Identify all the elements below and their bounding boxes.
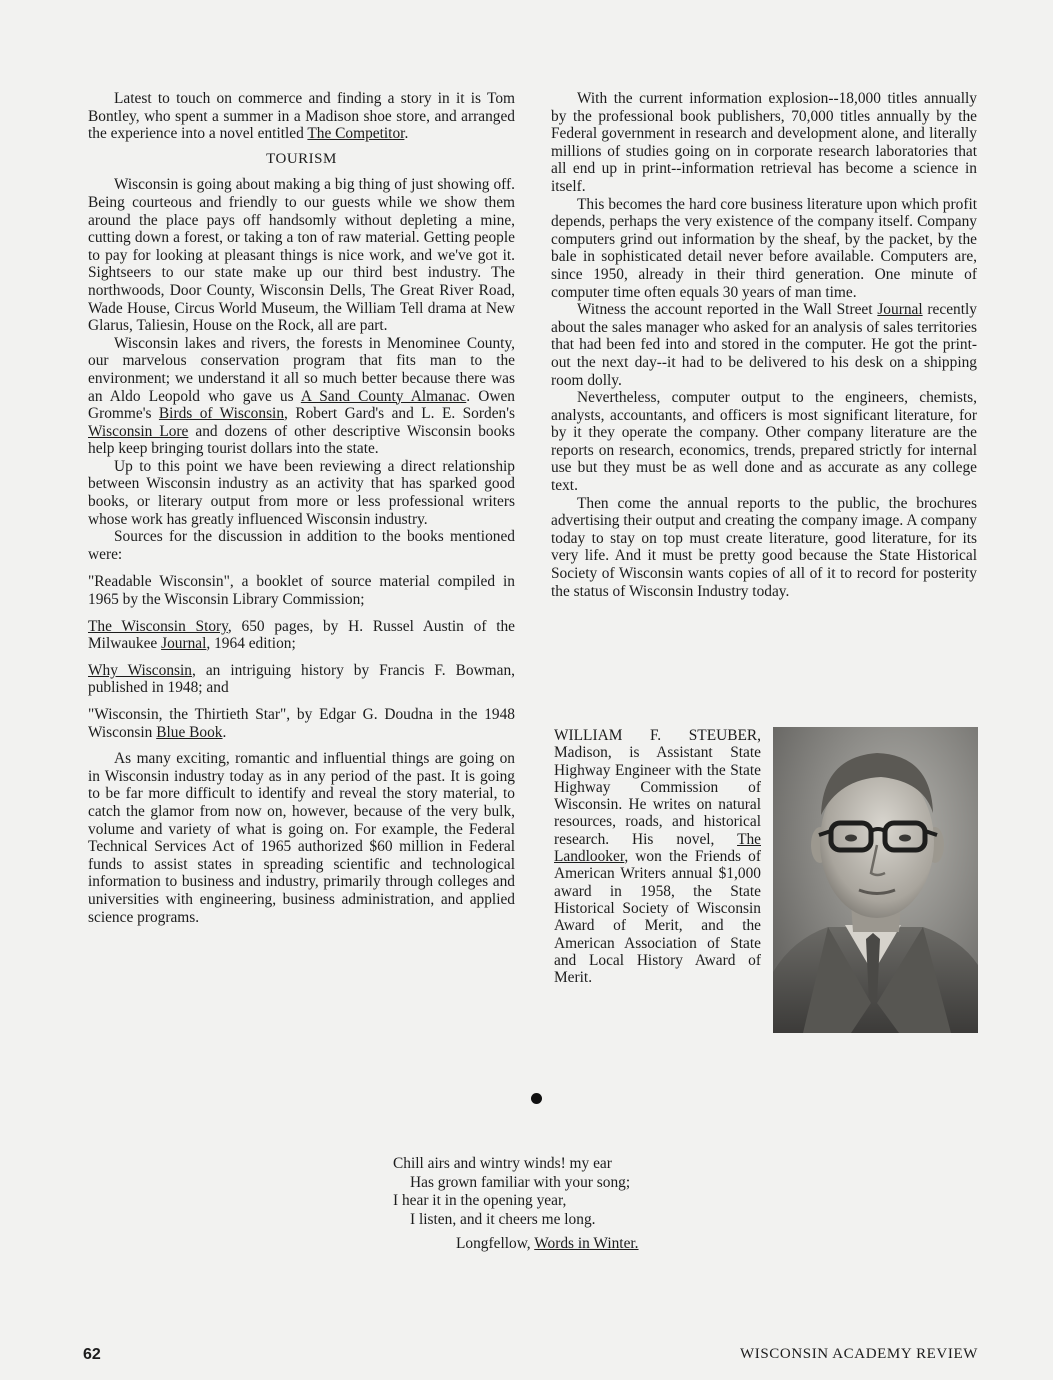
source-text: , an intriguing history by Francis F. Bowman, published in 1948; and xyxy=(88,661,515,697)
bio-text: , won the Friends of American Writers annual $1,000 award in 1958, the State Historical Society of Wisconsin Award of Merit, and the American Association of State and Local History Award of Merit. xyxy=(554,848,761,987)
source-item xyxy=(88,618,515,653)
source-text: "Wisconsin, the Thirtieth Star", by Edgar G. Doudna in the 1948 Wisconsin xyxy=(88,706,515,741)
right-column xyxy=(551,90,977,600)
paragraph-text: Witness the account reported in the Wall Street xyxy=(577,301,878,319)
source-title: Journal xyxy=(161,635,207,653)
poem-work-title: Words in Winter. xyxy=(534,1235,639,1252)
source-item xyxy=(88,573,515,608)
wall-street-paragraph xyxy=(551,301,977,389)
source-text: . xyxy=(222,723,227,741)
intro-text: Latest to touch on commerce and finding a story in it is Tom Bontley, who spent a summer in a Madison shoe store, and arranged the experience into a novel entitled xyxy=(88,90,515,143)
paragraph-text: recently about the sales manager who asked for an analysis of sales territories that had been fed into and stored in the computer. He got the print-out the next day--it had to be delivered to his desk on a shipping room dolly. xyxy=(551,301,977,389)
source-title: The Wisconsin Story xyxy=(88,617,228,635)
section-heading-tourism: TOURISM xyxy=(266,150,337,167)
lakes-text-2: . Owen Gromme's xyxy=(88,387,515,423)
journal-title: Journal xyxy=(877,301,923,319)
lakes-text-4: and dozens of other descriptive Wisconsin books help keep bringing tourist dollars into the state. xyxy=(88,422,515,458)
review-paragraph: Up to this point we have been reviewing a direct relationship between Wisconsin industry as an activity that has sparked good books, or literary output from more or less professional writers whose work has greatly influenced Wisconsin industry. xyxy=(88,457,515,528)
page-number: 62 xyxy=(83,1346,101,1363)
intro-end: . xyxy=(404,125,409,143)
annual-reports-paragraph: Then come the annual reports to the public, the brochures advertising their output and creating the company image. A company today to stay on top must create literature, good literature, for its very life. And it must be pretty good because the State Historical Society of Wisconsin wants copies of all of it to record for posterity the status of Wisconsin Industry today. xyxy=(551,494,977,600)
lakes-text-3: , Robert Gard's and L. E. Sorden's xyxy=(284,405,515,423)
book-title-birds: Birds of Wisconsin xyxy=(158,405,285,423)
source-item xyxy=(88,662,515,697)
separator-dot xyxy=(531,1093,542,1104)
author-portrait xyxy=(773,727,978,1033)
lakes-text-1: Wisconsin lakes and rivers, the forests in Menominee County, our marvelous conservation program that fits man to the environment; we understand it all so much better because there was an Aldo Leopold who gave us xyxy=(88,334,515,405)
journal-name: WISCONSIN ACADEMY REVIEW xyxy=(739,1346,978,1362)
source-text: , 1964 edition; xyxy=(206,635,296,653)
poem-author: Longfellow, xyxy=(456,1235,531,1252)
source-title: Why Wisconsin xyxy=(88,661,192,679)
poem-line: Chill airs and wintry winds! my ear xyxy=(393,1155,612,1172)
intro-paragraph xyxy=(88,90,515,143)
book-title-sand-county: A Sand County Almanac xyxy=(300,387,467,405)
source-item xyxy=(88,706,515,741)
poem-quote xyxy=(393,1155,713,1254)
book-title-landlooker: The Landlooker xyxy=(554,830,761,866)
source-title: Blue Book xyxy=(156,723,223,741)
poem-line: Has grown familiar with your song; xyxy=(410,1173,631,1191)
book-title-competitor: The Competitor xyxy=(307,125,405,143)
book-title-lore: Wisconsin Lore xyxy=(88,422,189,440)
tourism-paragraph: Wisconsin is going about making a big thing of just showing off. Being courteous and friendly to our guests while we show them around the place pays off handsomly without depleting a mine, cutting down a forest, or taking a ton of raw material. Getting people to pay for looking at pleasant things is nice work, and we've got it. Sightseers to our state make up our third best industry. The northwoods, Door County, Wisconsin Dells, The Great River Road, Wade House, Circus World Museum, the William Tell drama at New Glarus, Taliesin, House on the Rock, all are part. xyxy=(88,176,515,335)
bio-text: WILLIAM F. STEUBER, Madison, is Assistant State Highway Engineer with the State Highway Commission of Wisconsin. He writes on natural resources, roads, and historical research. His novel, xyxy=(554,727,761,848)
source-text: "Readable Wisconsin", a booklet of source material compiled in 1965 by the Wisconsin Library Commission; xyxy=(88,573,515,609)
author-bio xyxy=(554,727,761,986)
information-paragraph: With the current information explosion--18,000 titles annually by the professional book publishers, 70,000 titles annually by the Federal government in research and development alone, and literally millions of studies going on in corporate research laboratories that all end up in print--information retrieval has become a science in itself. xyxy=(551,90,977,195)
business-literature-paragraph: This becomes the hard core business literature upon which profit depends, perhaps the very existence of the company itself. Company computers grind out information by the sheaf, by the packet, by the bale in sophisticated detail never before available. Computers are, since 1950, already in their third generation. One minute of computer time often equals 30 years of man time. xyxy=(551,195,977,301)
poem-attribution xyxy=(393,1235,713,1254)
left-column xyxy=(88,90,515,926)
sources-intro: Sources for the discussion in addition to the books mentioned were: xyxy=(88,528,515,563)
poem-line: I hear it in the opening year, xyxy=(393,1192,567,1209)
source-text: , 650 pages, by H. Russel Austin of the Milwaukee xyxy=(88,617,516,653)
poem-line: I listen, and it cheers me long. xyxy=(410,1210,596,1228)
closing-paragraph: As many exciting, romantic and influential things are going on in Wisconsin industry today as in any period of the past. It is going to be far more difficult to identify and reveal the story material, to catch the glamor from now on, however, because of the very bulk, volume and variety of what is going on. For example, the Federal Technical Services Act of 1965 authorized $60 million in Federal funds to assist states in spreading scientific and technological information to business and industry, primarily through colleges and universities with engineering, business administration, and applied science programs. xyxy=(88,750,515,926)
computer-output-paragraph: Nevertheless, computer output to the engineers, chemists, analysts, accountants, and officers is most significant literature, for by it they operate the company. Other company literature are the reports on research, economics, trends, prepared strictly for internal use but they must be as well done and as accurate as any college text. xyxy=(551,389,977,495)
lakes-paragraph xyxy=(88,335,515,458)
